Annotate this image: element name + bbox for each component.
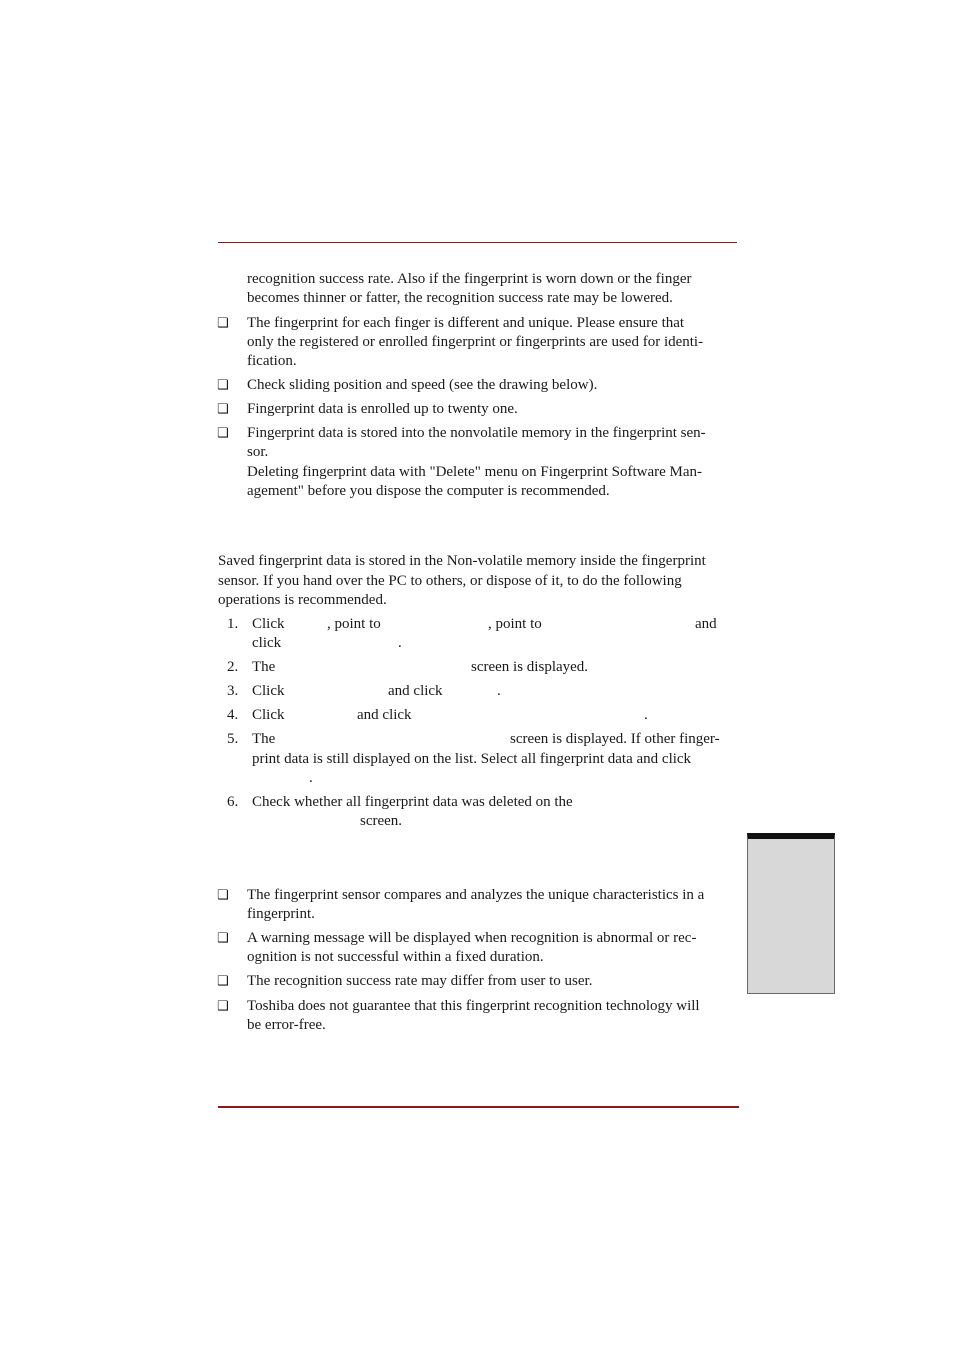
step-text: screen is displayed.: [471, 659, 589, 675]
chapter-tab: [747, 833, 835, 994]
step-text: .: [644, 707, 648, 723]
bullet-text: fingerprint.: [247, 906, 315, 922]
bullet-text: only the registered or enrolled fingerprint or fingerprints are used for identi-: [247, 334, 704, 350]
step-text: The: [252, 731, 276, 747]
bullet-icon: ❑: [217, 931, 229, 946]
step-text: and click: [357, 707, 412, 723]
bullet-text: The fingerprint sensor compares and analyzes the unique characteristics in a: [247, 887, 705, 903]
step-text: screen is displayed. If other finger-: [510, 731, 720, 747]
step-text: .: [398, 635, 402, 651]
intro-text: sensor. If you hand over the PC to others, or dispose of it, to do the following: [218, 573, 682, 589]
bullet-icon: ❑: [217, 888, 229, 903]
step-number: 4.: [227, 707, 239, 723]
step-number: 1.: [227, 616, 239, 632]
footer-rule: [218, 1106, 739, 1108]
bullet-text: be error-free.: [247, 1017, 326, 1033]
body-text: becomes thinner or fatter, the recognition success rate may be lowered.: [247, 290, 673, 306]
bullet-text: A warning message will be displayed when recognition is abnormal or rec-: [247, 930, 697, 946]
step-text: and: [695, 616, 717, 632]
step-text: Click: [252, 616, 285, 632]
bullet-icon: ❑: [217, 974, 229, 989]
step-number: 5.: [227, 731, 239, 747]
step-text: , point to: [488, 616, 542, 632]
step-text: Click: [252, 707, 285, 723]
bullet-text: Deleting fingerprint data with "Delete" menu on Fingerprint Software Man-: [247, 464, 703, 480]
step-text: Click: [252, 683, 285, 699]
step-text: print data is still displayed on the list. Select all fingerprint data and click: [252, 751, 692, 767]
bullet-icon: ❑: [217, 999, 229, 1014]
bullet-text: ognition is not successful within a fixed duration.: [247, 949, 544, 965]
step-text: .: [309, 770, 313, 786]
step-text: .: [497, 683, 501, 699]
header-rule: [218, 242, 737, 243]
bullet-text: agement" before you dispose the computer is recommended.: [247, 483, 610, 499]
bullet-text: Fingerprint data is enrolled up to twenty one.: [247, 401, 518, 417]
step-number: 3.: [227, 683, 239, 699]
bullet-text: Toshiba does not guarantee that this fingerprint recognition technology will: [247, 998, 700, 1014]
step-text: and click: [388, 683, 443, 699]
bullet-icon: ❑: [217, 402, 229, 417]
bullet-text: Fingerprint data is stored into the nonvolatile memory in the fingerprint sen-: [247, 425, 706, 441]
bullet-text: The fingerprint for each finger is different and unique. Please ensure that: [247, 315, 685, 331]
step-number: 6.: [227, 794, 239, 810]
bullet-text: fication.: [247, 353, 297, 369]
intro-text: operations is recommended.: [218, 592, 387, 608]
bullet-text: Check sliding position and speed (see the drawing below).: [247, 377, 598, 393]
bullet-icon: ❑: [217, 426, 229, 441]
step-text: Check whether all fingerprint data was deleted on the: [252, 794, 573, 810]
bullet-icon: ❑: [217, 378, 229, 393]
bullet-text: The recognition success rate may differ from user to user.: [247, 973, 593, 989]
step-number: 2.: [227, 659, 239, 675]
intro-text: Saved fingerprint data is stored in the Non-volatile memory inside the fingerprint: [218, 553, 706, 569]
bullet-text: sor.: [247, 444, 269, 460]
step-text: The: [252, 659, 276, 675]
bullet-icon: ❑: [217, 316, 229, 331]
body-text: recognition success rate. Also if the fingerprint is worn down or the finger: [247, 271, 692, 287]
step-text: , point to: [327, 616, 381, 632]
step-text: click: [252, 635, 282, 651]
step-text: screen.: [360, 813, 403, 829]
